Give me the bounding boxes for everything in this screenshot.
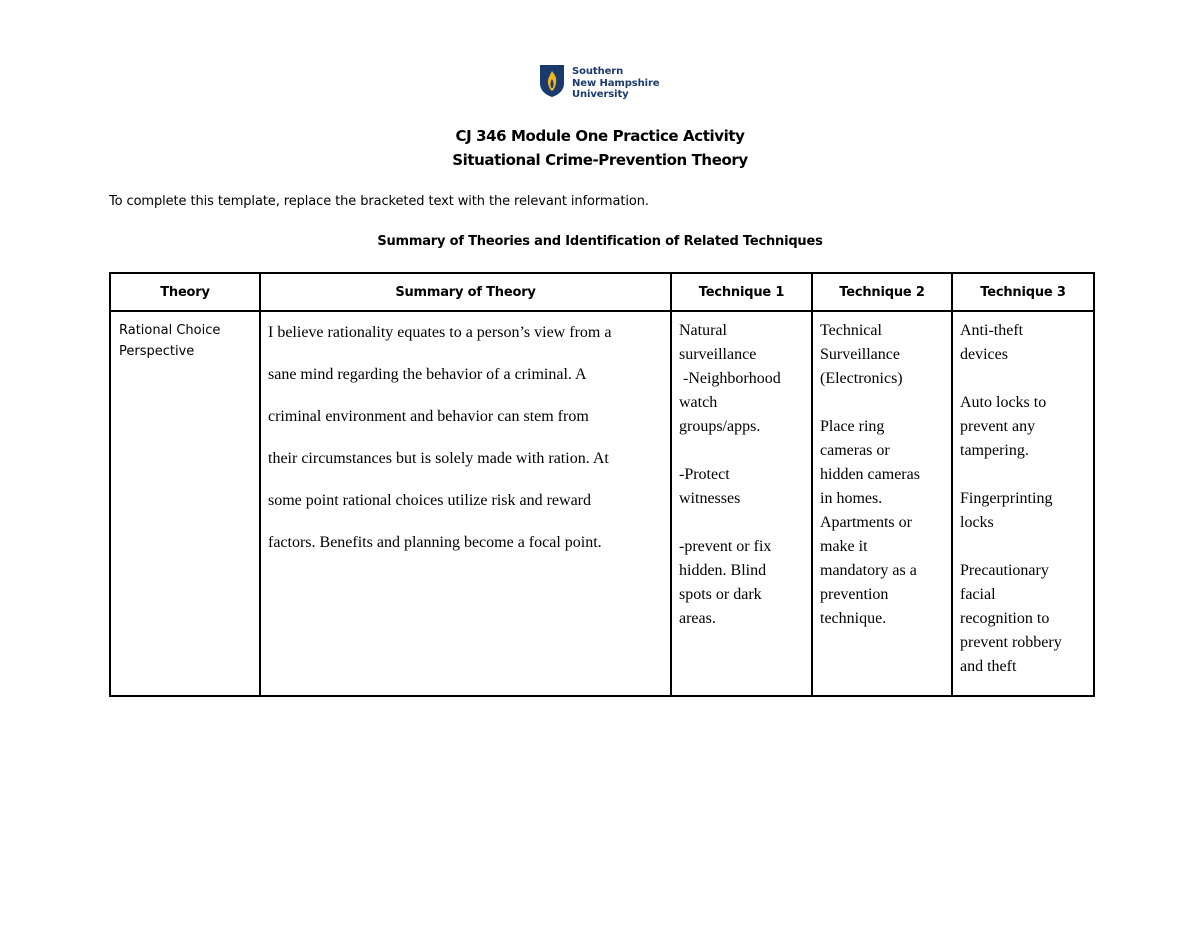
- theory-line: Perspective: [119, 344, 195, 359]
- summary-line: factors. Benefits and planning become a focal point.: [268, 534, 602, 551]
- technique-line: in homes.: [820, 490, 883, 507]
- technique-line: Place ring: [820, 418, 885, 435]
- summary-cell: [260, 311, 671, 696]
- summary-table: [109, 272, 1095, 697]
- technique-line: -prevent or fix: [679, 538, 772, 555]
- technique-line: Technical: [820, 322, 882, 339]
- technique-line: Surveillance: [820, 346, 900, 363]
- technique-line: spots or dark: [679, 586, 762, 603]
- logo-wordmark: [572, 66, 659, 101]
- summary-line: their circumstances but is solely made with ration. At: [268, 450, 609, 467]
- header-theory: Theory: [110, 273, 260, 311]
- theory-cell: [110, 311, 260, 696]
- table-header-row: [110, 273, 1094, 311]
- technique-line: facial: [960, 586, 996, 603]
- logo-line-1: Southern: [572, 66, 624, 77]
- technique-line: prevent robbery: [960, 634, 1062, 651]
- technique-1-cell: [671, 311, 812, 696]
- header-technique-1: Technique 1: [671, 273, 812, 311]
- technique-line: Fingerprinting: [960, 490, 1053, 507]
- technique-line: mandatory as a: [820, 562, 917, 579]
- technique-2-cell: [812, 311, 952, 696]
- header-summary: Summary of Theory: [260, 273, 671, 311]
- technique-line: and theft: [960, 658, 1017, 675]
- university-logo: [539, 64, 659, 101]
- document-title: CJ 346 Module One Practice Activity: [455, 127, 745, 145]
- technique-line: -Protect: [679, 466, 730, 483]
- spacer: [960, 367, 1087, 391]
- summary-line: some point rational choices utilize risk and reward: [268, 492, 592, 509]
- logo-line-3: University: [572, 89, 629, 100]
- technique-line: Auto locks to: [960, 394, 1047, 411]
- spacer: [679, 439, 805, 463]
- table-title: Summary of Theories and Identification of Related Techniques: [377, 234, 823, 249]
- technique-line: Anti-theft: [960, 322, 1024, 339]
- table-row: [110, 311, 1094, 696]
- instructions-text: To complete this template, replace the bracketed text with the relevant information.: [109, 194, 649, 209]
- technique-line: (Electronics): [820, 370, 903, 387]
- spacer: [960, 463, 1087, 487]
- technique-line: locks: [960, 514, 994, 531]
- spacer: [679, 511, 805, 535]
- technique-line: watch: [679, 394, 718, 411]
- technique-line: witnesses: [679, 490, 741, 507]
- spacer: [960, 535, 1087, 559]
- summary-line: sane mind regarding the behavior of a criminal. A: [268, 366, 587, 383]
- technique-line: technique.: [820, 610, 887, 627]
- header-technique-3: Technique 3: [952, 273, 1094, 311]
- summary-line: criminal environment and behavior can stem from: [268, 408, 589, 425]
- technique-line: Natural: [679, 322, 727, 339]
- technique-line: Precautionary: [960, 562, 1049, 579]
- spacer: [820, 391, 945, 415]
- technique-line: Apartments or: [820, 514, 912, 531]
- technique-line: hidden cameras: [820, 466, 920, 483]
- technique-line: devices: [960, 346, 1008, 363]
- technique-line: cameras or: [820, 442, 890, 459]
- technique-line: -Neighborhood: [679, 370, 781, 387]
- technique-line: prevention: [820, 586, 889, 603]
- technique-line: surveillance: [679, 346, 757, 363]
- technique-3-cell: [952, 311, 1094, 696]
- technique-line: recognition to: [960, 610, 1050, 627]
- technique-line: groups/apps.: [679, 418, 761, 435]
- technique-line: make it: [820, 538, 868, 555]
- summary-line: I believe rationality equates to a person’s view from a: [268, 324, 612, 341]
- header-technique-2: Technique 2: [812, 273, 952, 311]
- technique-line: hidden. Blind: [679, 562, 767, 579]
- theory-line: Rational Choice: [119, 323, 221, 338]
- technique-line: areas.: [679, 610, 716, 627]
- technique-line: tampering.: [960, 442, 1029, 459]
- technique-line: prevent any: [960, 418, 1036, 435]
- logo-line-2: New Hampshire: [572, 77, 660, 89]
- flame-shield-icon: [539, 64, 565, 98]
- document-subtitle: Situational Crime-Prevention Theory: [452, 151, 748, 169]
